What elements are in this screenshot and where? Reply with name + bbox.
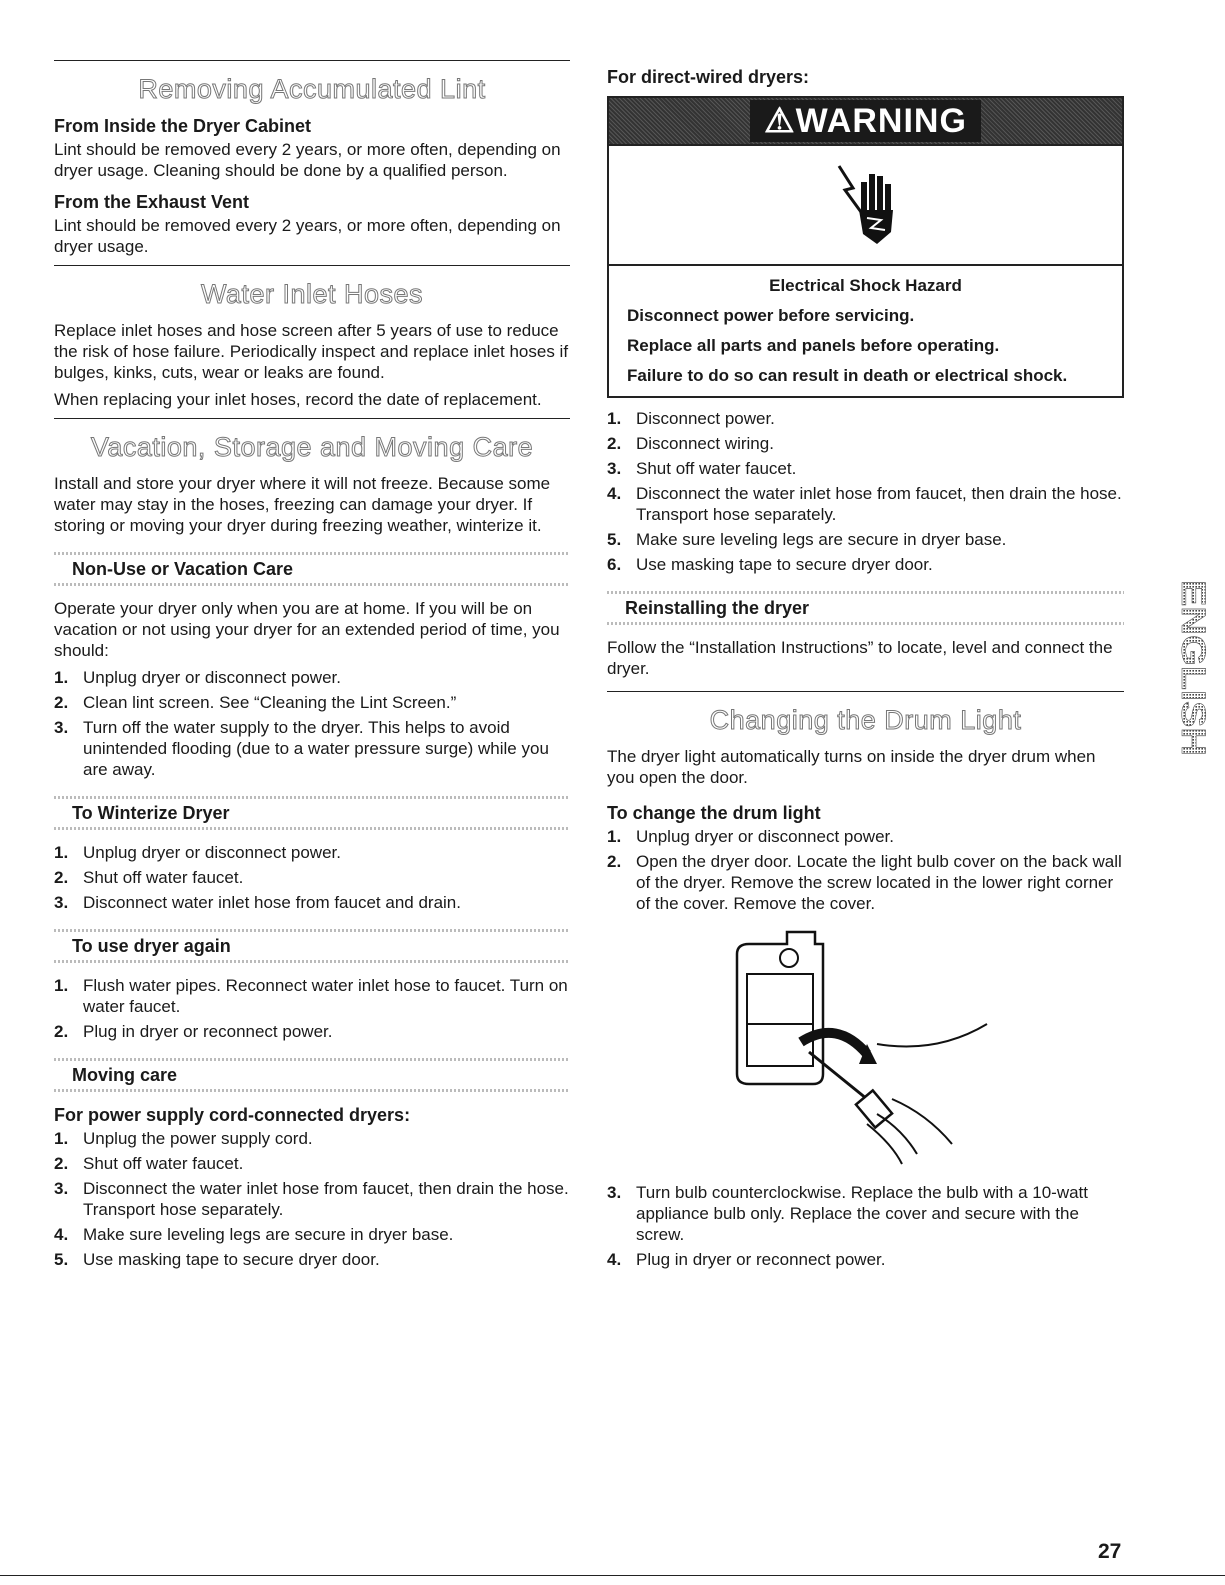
warning-title: ⚠WARNING (750, 100, 981, 142)
right-column (607, 66, 1124, 1276)
list-item: 4. Make sure leveling legs are secure in dryer base. (54, 1225, 454, 1244)
winterize-steps (54, 842, 570, 913)
section-title-vacation: Vacation, Storage and Moving Care (90, 432, 534, 462)
drum-steps-a (607, 826, 1124, 914)
reinstall-text: Follow the “Installation Instructions” to locate, level and connect the dryer. (607, 638, 1113, 678)
list-item: 1. Disconnect power. (607, 409, 775, 428)
list-item: 2. Shut off water faucet. (54, 868, 244, 887)
drum-light-illustration (717, 924, 1017, 1164)
nonuse-text: Operate your dryer only when you are at home. If you will be on vacation or not using your dryer for an extended period of time, you should: (54, 599, 560, 660)
list-item: 1. Unplug dryer or disconnect power. (607, 827, 894, 846)
vent-heading: From the Exhaust Vent (54, 192, 250, 212)
list-item: 2. Disconnect wiring. (607, 434, 774, 453)
warning-triangle-icon: ⚠ (764, 102, 796, 140)
drum-steps-b (607, 1182, 1124, 1270)
section-rule (54, 418, 570, 419)
list-item: 2. Open the dryer door. Locate the light bulb cover on the back wall of the dryer. Remove the screw located in the lower right corner of the cover. Remove the cover. (607, 852, 1122, 913)
svg-text:ENGLISH: ENGLISH (1174, 580, 1212, 732)
winterize-heading: To Winterize Dryer (54, 796, 570, 830)
hoses-text-2: When replacing your inlet hoses, record the date of replacement. (54, 390, 542, 409)
list-item: 2. Clean lint screen. See “Cleaning the Lint Screen.” (54, 693, 457, 712)
cord-heading: For power supply cord-connected dryers: (54, 1105, 411, 1125)
shock-icon-area (609, 146, 1122, 266)
drum-intro: The dryer light automatically turns on inside the dryer drum when you open the door. (607, 747, 1096, 787)
list-item: 3. Disconnect the water inlet hose from faucet, then drain the hose. Transport hose separately. (54, 1179, 569, 1219)
list-item: 1. Unplug dryer or disconnect power. (54, 668, 341, 687)
list-item: 4. Plug in dryer or reconnect power. (607, 1250, 886, 1269)
list-item: 3. Turn bulb counterclockwise. Replace the bulb with a 10-watt appliance bulb only. Replace the cover and secure with the screw. (607, 1183, 1088, 1244)
section-rule (54, 60, 570, 61)
cord-steps (54, 1128, 570, 1270)
moving-heading: Moving care (54, 1058, 570, 1092)
electrical-shock-icon (831, 160, 901, 250)
list-item: 3. Shut off water faucet. (607, 459, 797, 478)
again-steps (54, 975, 570, 1042)
nonuse-heading: Non-Use or Vacation Care (54, 552, 570, 586)
language-side-tab (1152, 578, 1212, 758)
list-item: 1. Flush water pipes. Reconnect water inlet hose to faucet. Turn on water faucet. (54, 976, 568, 1016)
direct-steps (607, 408, 1124, 575)
list-item: 1. Unplug the power supply cord. (54, 1129, 313, 1148)
cabinet-heading: From Inside the Dryer Cabinet (54, 116, 312, 136)
vent-text: Lint should be removed every 2 years, or more often, depending on dryer usage. (54, 216, 561, 256)
cabinet-text: Lint should be removed every 2 years, or more often, depending on dryer usage. Cleaning should be done by a qualified person. (54, 140, 561, 180)
section-title-lint: Removing Accumulated Lint (138, 74, 486, 104)
list-item: 2. Shut off water faucet. (54, 1154, 244, 1173)
warning-line: Failure to do so can result in death or electrical shock. (627, 366, 1068, 385)
list-item: 3. Disconnect water inlet hose from faucet and drain. (54, 893, 461, 912)
direct-heading: For direct-wired dryers: (607, 67, 810, 87)
bottom-rule (0, 1575, 1225, 1576)
left-column (54, 60, 570, 1276)
vacation-intro: Install and store your dryer where it will not freeze. Because some water may stay in the hoses, freezing can damage your dryer. If storing or moving your dryer during freezing weather, winterize it. (54, 474, 551, 535)
warning-body (609, 266, 1122, 396)
list-item: 4. Disconnect the water inlet hose from faucet, then drain the hose. Transport hose separately. (607, 484, 1122, 524)
again-heading: To use dryer again (54, 929, 570, 963)
reinstall-heading: Reinstalling the dryer (607, 591, 1124, 625)
list-item: 5. Make sure leveling legs are secure in dryer base. (607, 530, 1007, 549)
list-item: 5. Use masking tape to secure dryer door. (54, 1250, 380, 1269)
list-item: 2. Plug in dryer or reconnect power. (54, 1022, 333, 1041)
hazard-title: Electrical Shock Hazard (769, 276, 962, 295)
warning-box (607, 96, 1124, 398)
section-title-hoses: Water Inlet Hoses (200, 279, 424, 309)
warning-line: Replace all parts and panels before operating. (627, 336, 1000, 355)
list-item: 1. Unplug dryer or disconnect power. (54, 843, 341, 862)
section-title-drum: Changing the Drum Light (709, 705, 1022, 735)
nonuse-steps (54, 667, 570, 780)
warning-header (609, 98, 1122, 146)
page-number: 27 (1098, 1540, 1122, 1563)
section-rule (607, 691, 1124, 692)
list-item: 3. Turn off the water supply to the dryer. This helps to avoid unintended flooding (due to a water pressure surge) while you are away. (54, 718, 549, 779)
change-heading: To change the drum light (607, 803, 821, 823)
hoses-text: Replace inlet hoses and hose screen after 5 years of use to reduce the risk of hose failure. Periodically inspect and replace inlet hoses if bulges, kinks, cuts, wear or leaks are found. (54, 321, 569, 382)
section-rule (54, 265, 570, 266)
list-item: 6. Use masking tape to secure dryer door. (607, 555, 933, 574)
warning-line: Disconnect power before servicing. (627, 306, 915, 325)
